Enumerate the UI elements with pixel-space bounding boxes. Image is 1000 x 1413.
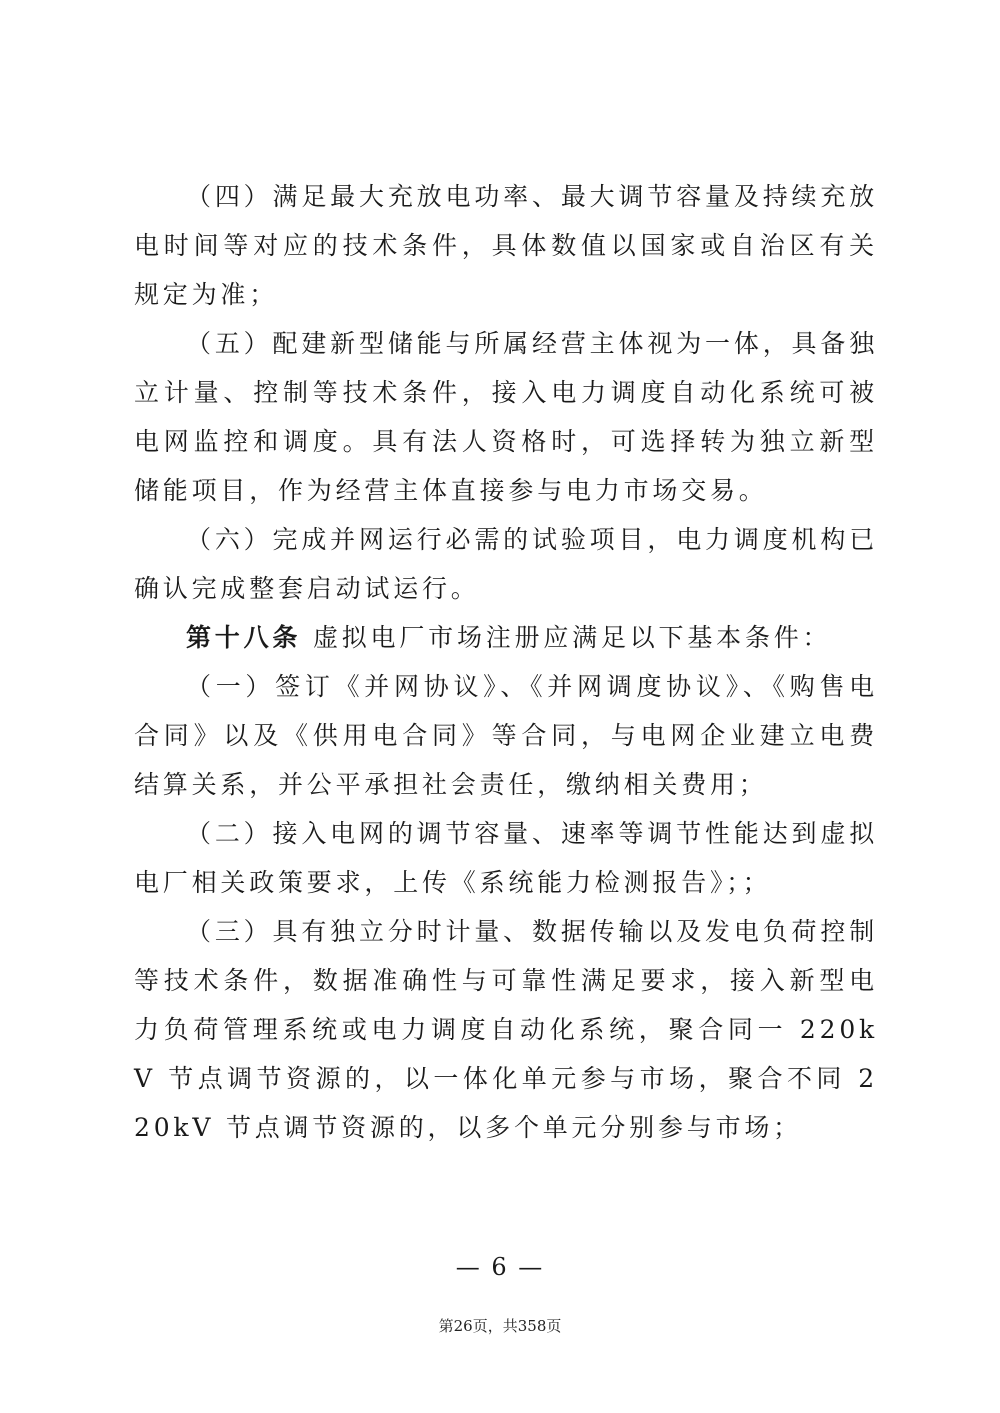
document-body [134, 172, 878, 1152]
paragraph-text: （三）具有独立分时计量、数据传输以及发电负荷控制等技术条件，数据准确性与可靠性满足要求，接入新型电力负荷管理系统或电力调度自动化系统，聚合同一 220kV 节点调节资源的，以一体化单元参与市场，聚合不同 220kV 节点调节资源的，以多个单元分别参与市场； [134, 917, 878, 1142]
article-18-paragraph [134, 613, 878, 662]
paragraph-text: （一）签订《并网协议》、《并网调度协议》、《购售电合同》以及《供用电合同》等合同，与电网企业建立电费结算关系，并公平承担社会责任，缴纳相关费用； [134, 672, 878, 799]
paragraph-item-6 [134, 515, 878, 613]
paragraph-item-3 [134, 907, 878, 1152]
paragraph-item-5 [134, 319, 878, 515]
paragraph-text: 虚拟电厂市场注册应满足以下基本条件： [301, 623, 832, 652]
paragraph-text: （四）满足最大充放电功率、最大调节容量及持续充放电时间等对应的技术条件，具体数值以国家或自治区有关规定为准； [134, 182, 878, 309]
paragraph-item-4 [134, 172, 878, 319]
paragraph-text: （六）完成并网运行必需的试验项目，电力调度机构已确认完成整套启动试运行。 [134, 525, 878, 603]
paragraph-text: （二）接入电网的调节容量、速率等调节性能达到虚拟电厂相关政策要求，上传《系统能力检测报告》；； [134, 819, 878, 897]
page-footer: 第26页，共358页 [438, 1317, 562, 1335]
article-heading: 第十八条 [186, 623, 302, 652]
paragraph-item-1 [134, 662, 878, 809]
page-number: — 6 — [455, 1253, 545, 1281]
paragraph-item-2 [134, 809, 878, 907]
paragraph-text: （五）配建新型储能与所属经营主体视为一体，具备独立计量、控制等技术条件，接入电力调度自动化系统可被电网监控和调度。具有法人资格时，可选择转为独立新型储能项目，作为经营主体直接参与电力市场交易。 [134, 329, 878, 505]
